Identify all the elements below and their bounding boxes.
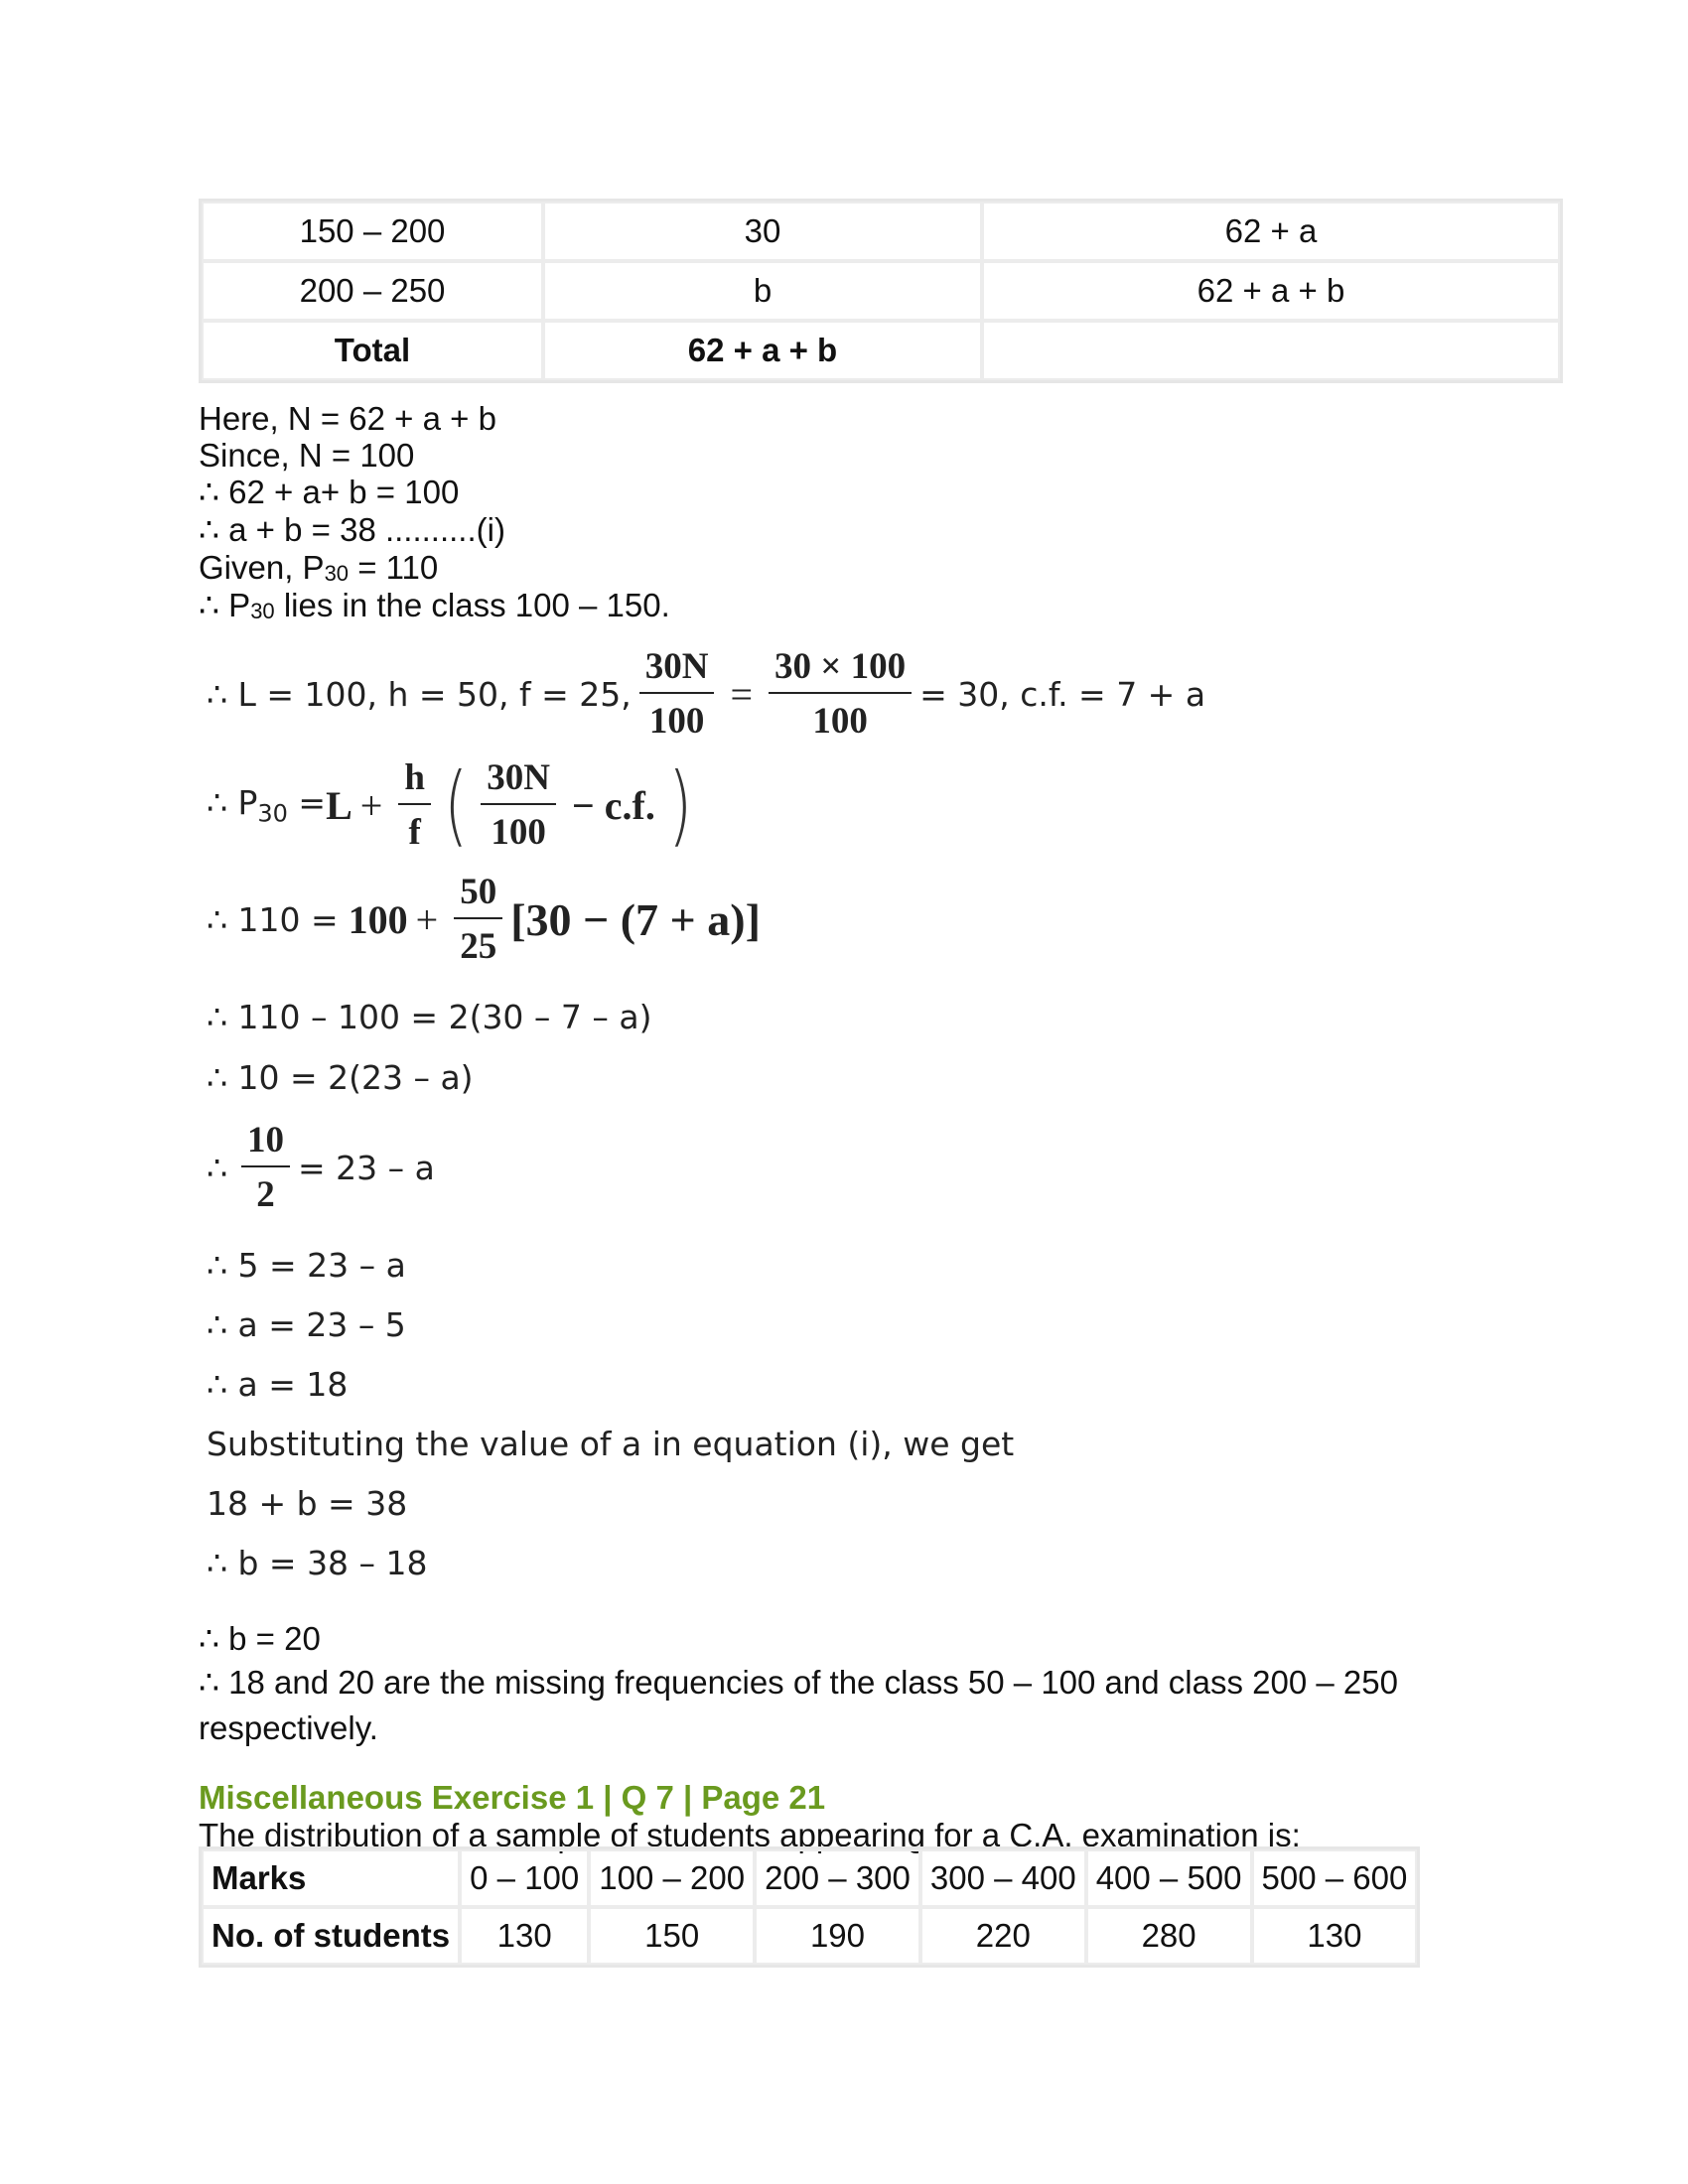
numerator: 50: [460, 872, 497, 912]
cumulative-frequency-cell: 62 + a: [982, 202, 1560, 261]
text-line: ∴ 62 + a+ b = 100: [199, 474, 460, 510]
table-row: [202, 202, 1560, 261]
math-text: Substituting the value of a in equation (i), we get: [207, 1425, 1015, 1463]
marks-table: [199, 1846, 1420, 1968]
text-span: ∴ P: [199, 587, 251, 623]
math-line: [207, 753, 697, 856]
text-span: = 110: [349, 549, 439, 586]
denominator: 2: [256, 1174, 275, 1215]
fraction: [241, 1119, 290, 1216]
numerator: h: [404, 757, 425, 798]
text-line: respectively.: [199, 1709, 378, 1746]
math-text: ∴ 110 =: [207, 899, 339, 939]
text-line: ∴ a + b = 38 ..........(i): [199, 511, 505, 548]
math-text: [30 − (7 + a)]: [510, 893, 761, 945]
denominator: f: [408, 812, 421, 853]
math-text: ∴ 10 = 2(23 – a): [207, 1058, 474, 1097]
math-line: [207, 1425, 1014, 1463]
denominator: 100: [812, 701, 868, 742]
count-cell: 150: [589, 1907, 755, 1965]
fraction: [639, 645, 715, 743]
frequency-cell: 30: [543, 202, 982, 261]
subscript: 30: [324, 561, 350, 586]
text-line: [199, 589, 670, 622]
table-row: [202, 1849, 1417, 1907]
math-text: ∴ b = 38 – 18: [207, 1544, 428, 1582]
text-span: =: [287, 782, 327, 822]
numerator: 10: [247, 1120, 284, 1160]
table-total-row: [202, 321, 1560, 380]
math-text: = 30, c.f. = 7 + a: [919, 674, 1206, 714]
math-text: ∴ L = 100, h = 50, f = 25,: [207, 674, 632, 714]
math-text: [207, 783, 326, 828]
math-text: ∴: [207, 1148, 227, 1187]
row-label: No. of students: [202, 1907, 460, 1965]
math-line: [207, 1058, 474, 1097]
table-row: [202, 261, 1560, 321]
range-cell: 500 – 600: [1252, 1849, 1418, 1907]
text-line: Since, N = 100: [199, 437, 415, 474]
math-text: − c.f.: [571, 782, 655, 828]
math-text: = 23 – a: [298, 1148, 435, 1187]
range-cell: 300 – 400: [920, 1849, 1086, 1907]
math-value: 100: [348, 896, 408, 942]
text-line: [199, 551, 438, 585]
count-cell: 190: [755, 1907, 920, 1965]
denominator: 100: [491, 812, 546, 853]
numerator: 30 × 100: [774, 646, 907, 687]
math-symbol: L: [326, 782, 352, 828]
class-cell: 200 – 250: [202, 261, 543, 321]
question-heading: Miscellaneous Exercise 1 | Q 7 | Page 21: [199, 1779, 826, 1816]
math-line: [207, 871, 761, 968]
plus-sign: +: [359, 782, 383, 828]
count-cell: 130: [460, 1907, 589, 1965]
total-label-cell: Total: [202, 321, 543, 380]
numerator: 30N: [644, 646, 709, 687]
math-text: 18 + b = 38: [207, 1484, 408, 1523]
frequency-table: [199, 199, 1563, 383]
text-line: ∴ 18 and 20 are the missing frequencies of the class 50 – 100 and class 200 – 250: [199, 1664, 1398, 1701]
right-paren: ): [668, 753, 693, 856]
row-label: Marks: [202, 1849, 460, 1907]
math-line: [207, 998, 651, 1036]
range-cell: 400 – 500: [1086, 1849, 1252, 1907]
fraction: [398, 756, 431, 854]
math-text: ∴ a = 23 – 5: [207, 1305, 406, 1344]
math-line: [207, 645, 1205, 743]
count-cell: 220: [920, 1907, 1086, 1965]
frequency-cell: b: [543, 261, 982, 321]
range-cell: 0 – 100: [460, 1849, 589, 1907]
fraction: [454, 871, 502, 968]
math-line: [207, 1305, 406, 1344]
left-paren: (: [444, 753, 469, 856]
denominator: 100: [648, 701, 705, 742]
fraction: [769, 645, 912, 743]
math-line: [207, 1484, 407, 1523]
math-line: [207, 1365, 348, 1404]
class-cell: 150 – 200: [202, 202, 543, 261]
count-cell: 280: [1086, 1907, 1252, 1965]
fraction: [481, 756, 556, 854]
math-text: ∴ 5 = 23 – a: [207, 1246, 406, 1285]
count-cell: 130: [1252, 1907, 1418, 1965]
denominator: 25: [460, 926, 497, 967]
math-text: ∴ 110 – 100 = 2(30 – 7 – a): [207, 998, 652, 1036]
empty-cell: [982, 321, 1560, 380]
math-text: ∴ a = 18: [207, 1365, 349, 1404]
text-line: Here, N = 62 + a + b: [199, 400, 496, 437]
range-cell: 100 – 200: [589, 1849, 755, 1907]
text-line: ∴ b = 20: [199, 1620, 321, 1657]
equals-sign: =: [730, 671, 754, 717]
numerator: 30N: [487, 757, 550, 798]
question-text: The distribution of a sample of students appearing for a C.A. examination is:: [199, 1817, 1301, 1853]
table-row: [202, 1907, 1417, 1965]
subscript: 30: [257, 799, 288, 828]
subscript: 30: [250, 599, 275, 623]
math-line: [207, 1119, 435, 1216]
math-line: [207, 1246, 406, 1285]
text-span: lies in the class 100 – 150.: [274, 587, 670, 623]
range-cell: 200 – 300: [755, 1849, 920, 1907]
text-span: ∴ P: [207, 782, 258, 822]
cumulative-frequency-cell: 62 + a + b: [982, 261, 1560, 321]
text-span: Given, P: [199, 549, 325, 586]
total-frequency-cell: 62 + a + b: [543, 321, 982, 380]
math-line: [207, 1544, 428, 1582]
plus-sign: +: [415, 896, 439, 942]
